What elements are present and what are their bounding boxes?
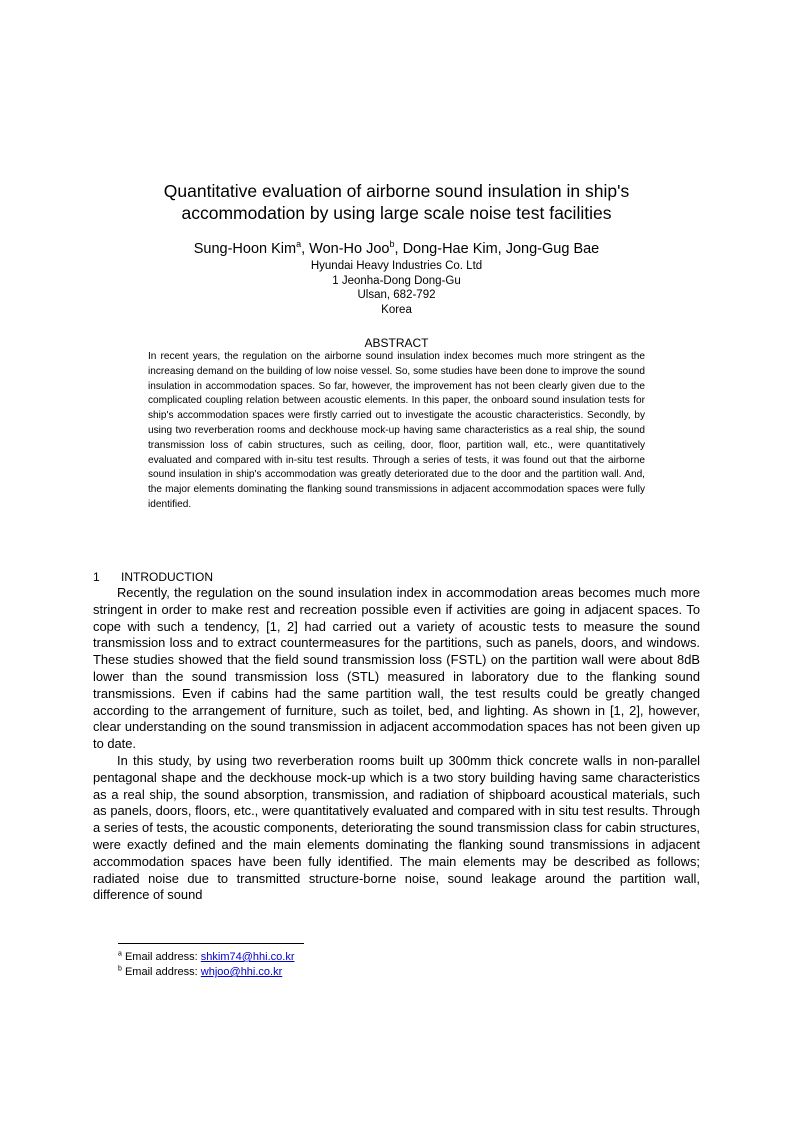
author-list: Sung-Hoon Kim$^a$, Won-Ho Joo$^b$, Dong-Hae Kim, Jong-Gug Bae [193, 239, 600, 257]
section-number: 1 [93, 570, 100, 584]
paragraph: In this study, by using two reverberation rooms built up 300mm thick concrete walls in non-parallel pentagonal shape and the deckhouse mock-up which is a two story building having same characteristics as a real ship, the sound absorption, transmission, and radiation of shipboard acoustical materials, such as panels, doors, floors, etc., were quantitatively evaluated and compared with in situ test results. Through a series of tests, the acoustic components, deteriorating the sound transmission class for cabin structures, were exactly defined and the main elements dominating the flanking sound transmissions in adjacent accommodation spaces have been fully identified. The main elements may be described as follows; radiated noise due to transmitted structure-borne noise, sound leakage around the partition wall, difference of sound [93, 752, 700, 903]
author-name: Jong-Gug Bae [505, 241, 600, 257]
affiliation-line: 1 Jeonha-Dong Dong-Gu [332, 274, 461, 287]
paper-title [100, 180, 693, 224]
footnote [118, 965, 294, 980]
email-link[interactable]: shkim74@hhi.co.kr [200, 951, 295, 963]
author-name: Dong-Hae Kim [402, 241, 498, 257]
footnote-label: Email address: [124, 966, 201, 978]
author-affil-mark: b [389, 239, 395, 250]
footnote-divider [118, 943, 304, 944]
footnote-mark: a [118, 950, 122, 958]
section-body [93, 585, 700, 904]
author-name: Won-Ho Joo [309, 241, 390, 257]
footnote-label: Email address: [124, 951, 201, 963]
abstract-heading: ABSTRACT [364, 336, 429, 350]
author-name: Sung-Hoon Kim [193, 241, 297, 257]
email-link[interactable]: whjoo@hhi.co.kr [200, 966, 283, 978]
footnote [118, 950, 294, 965]
paragraph: Recently, the regulation on the sound insulation index in accommodation areas becomes much more stringent in order to make rest and recreation possible even if activities are going in adjacent spaces. To cope with such a tendency, [1, 2] had carried out a variety of acoustic tests to measure the sound transmission loss and to extract countermeasures for the partitions, such as panels, doors, and windows. These studies showed that the field sound transmission loss (FSTL) on the partition wall were about 8dB lower than the sound transmission loss (STL) measured in laboratory due to the flanking sound transmissions. Even if cabins had the same partition wall, the test results could be greatly changed according to the arrangement of furniture, such as toilet, bed, and lighting. As shown in [1, 2], however, clear understanding on the sound transmission in adjacent accommodation spaces has not been given up to date. [93, 585, 700, 752]
affiliation-line: Hyundai Heavy Industries Co. Ltd [310, 260, 483, 272]
affiliation [100, 259, 693, 317]
abstract-text: In recent years, the regulation on the airborne sound insulation index becomes much more stringent as the increasing demand on the building of low noise vessel. So, some studies have been done to improve the sound insulation in accommodation spaces. So far, however, the improvement has not been clearly given due to the complicated coupling relation between acoustic elements. In this paper, the onboard sound insulation tests for ship's accommodation spaces were firstly carried out to investigate the acoustic characteristics. Secondly, by using two reverberation rooms and deckhouse mock-up having same characteristics as a real ship, the sound transmission loss of cabin structures, such as ceiling, door, floor, partition wall, etc., were quantitatively evaluated and compared with in-situ test results. Through a series of tests, it was found out that the airborne sound insulation in ship's accommodation was greatly deteriorated due to the door and the partition wall. And, the major elements dominating the flanking sound transmissions in adjacent accommodation spaces were fully identified. [148, 351, 645, 510]
footnote-mark: b [118, 965, 122, 973]
title-line-1: Quantitative evaluation of airborne sound insulation in ship's [163, 181, 630, 201]
author-affil-mark: a [296, 239, 302, 250]
affiliation-line: Ulsan, 682-792 [357, 289, 436, 301]
affiliation-line: Korea [381, 303, 412, 316]
section-title: INTRODUCTION [121, 570, 213, 584]
footnotes [118, 950, 294, 980]
section-heading [93, 570, 213, 585]
title-line-2: accommodation by using large scale noise test facilities [181, 203, 612, 223]
